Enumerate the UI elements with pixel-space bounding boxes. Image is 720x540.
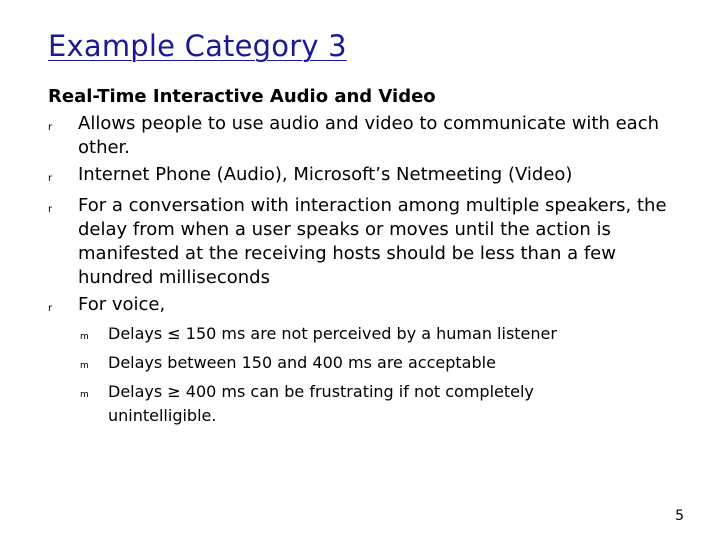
bullet-marker-icon: r (48, 173, 53, 184)
bullet-text: Internet Phone (Audio), Microsoft’s Netmeeting (Video) (78, 164, 573, 185)
sub-bullet-marker-icon: m (80, 332, 89, 342)
bullet-marker-icon: r (48, 303, 53, 314)
bullet-text: For a conversation with interaction among multiple speakers, the delay from when a user speaks or moves until the action is manifested at the receiving hosts should be less than a few hundred milliseconds (78, 195, 667, 288)
bullet-text: Allows people to use audio and video to communicate with each other. (78, 113, 660, 158)
bullet-item (48, 194, 688, 290)
sub-bullet-item (80, 351, 640, 378)
sub-bullet-list (80, 322, 640, 430)
sub-bullet-item (80, 380, 640, 428)
sub-bullet-text: Delays between 150 and 400 ms are acceptable (108, 353, 496, 372)
slide-title: Example Category 3 (48, 29, 347, 63)
bullet-item (48, 293, 688, 321)
bullet-item (48, 112, 688, 160)
sub-bullet-item (80, 322, 640, 349)
bullet-text: For voice, (78, 294, 166, 315)
bullet-marker-icon: r (48, 204, 53, 215)
sub-bullet-marker-icon: m (80, 390, 89, 400)
bullet-marker-icon: r (48, 122, 53, 133)
sub-bullet-text: Delays ≥ 400 ms can be frustrating if not completely unintelligible. (108, 382, 534, 425)
slide-subtitle: Real-Time Interactive Audio and Video (48, 86, 436, 107)
bullet-item (48, 163, 688, 191)
page-number: 5 (675, 508, 684, 524)
bullet-list (48, 112, 688, 324)
sub-bullet-marker-icon: m (80, 361, 89, 371)
sub-bullet-text: Delays ≤ 150 ms are not perceived by a human listener (108, 324, 557, 343)
